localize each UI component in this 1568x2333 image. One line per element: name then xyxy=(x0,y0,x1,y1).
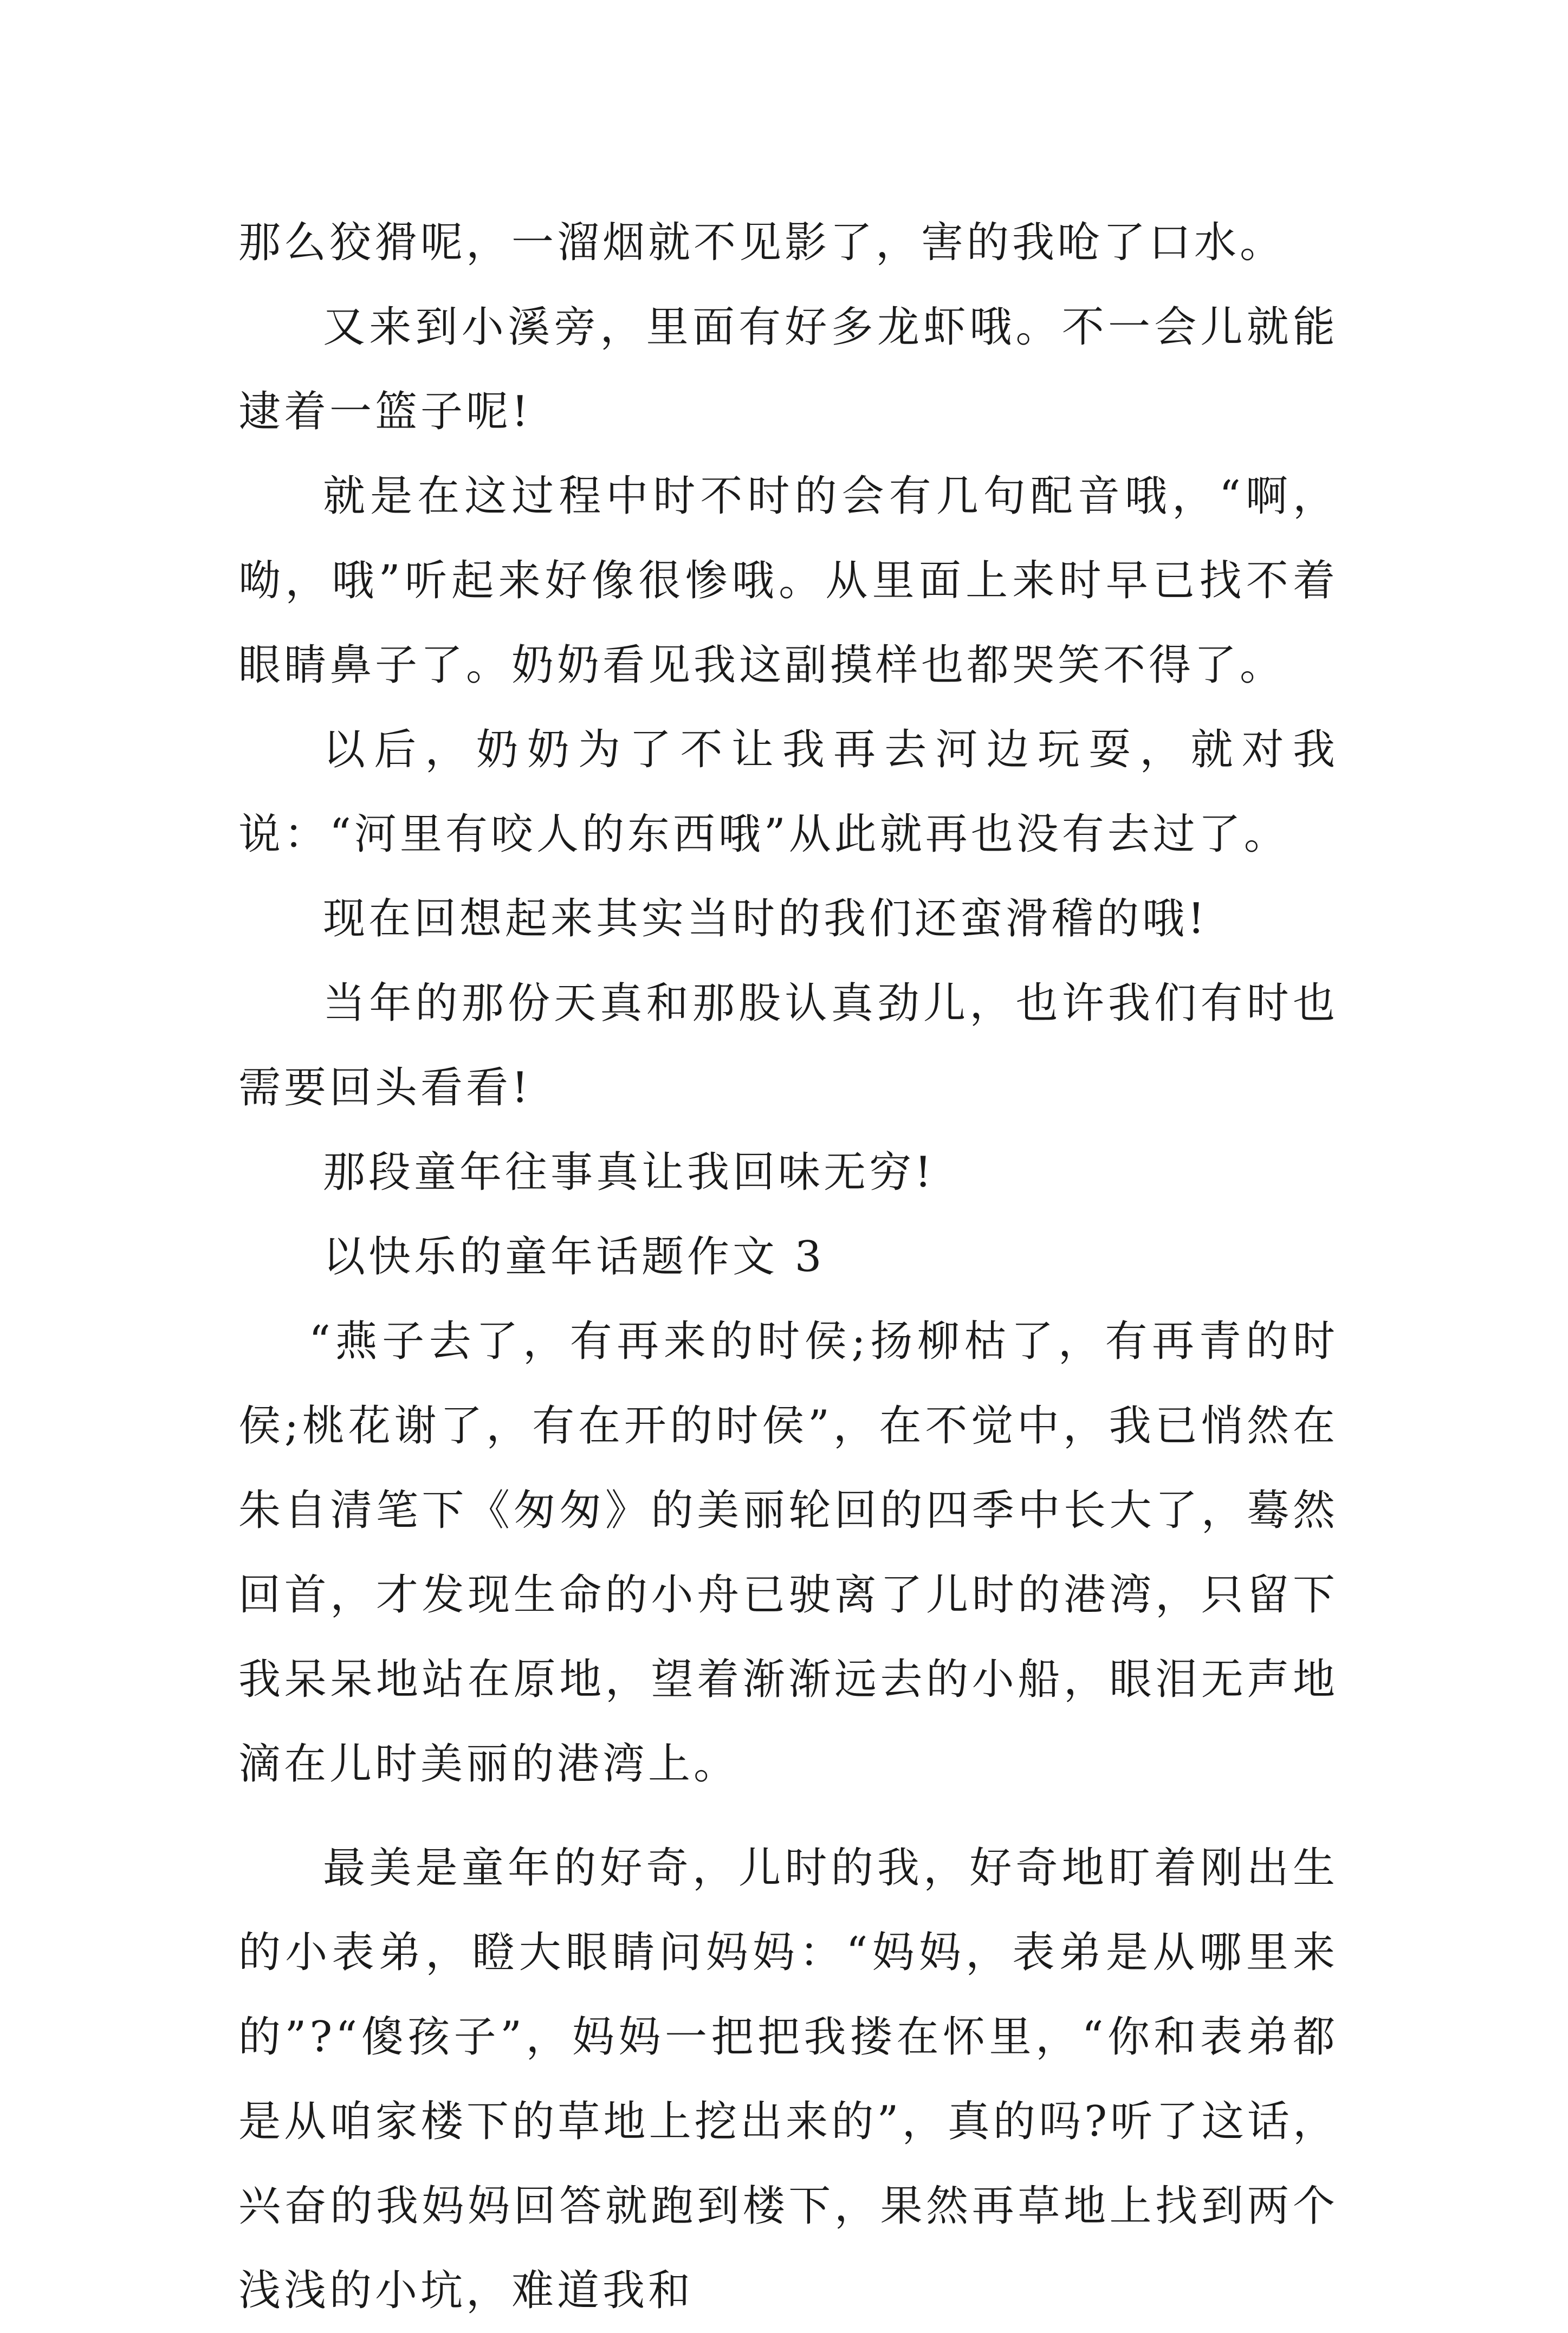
paragraph: 那么狡猾呢，一溜烟就不见影了，害的我呛了口水。 xyxy=(238,218,1286,267)
document-body xyxy=(238,200,1338,2333)
paragraph: “燕子去了，有再来的时侯;扬柳枯了，有再青的时侯;桃花谢了，有在开的时侯”，在不觉中，我已悄然在朱自清笔下《匆匆》的美丽轮回的四季中长大了，蓦然回首，才发现生命的小舟已驶离了儿时的港湾，只留下我呆呆地站在原地，望着渐渐远去的小船，眼泪无声地滴在儿时美丽的港湾上。 xyxy=(238,1317,1338,1788)
paragraph: 那段童年往事真让我回味无穷! xyxy=(323,1148,935,1197)
paragraph: 就是在这过程中时不时的会有几句配音哦，“啊，呦，哦”听起来好像很惨哦。从里面上来时早已找不着眼睛鼻子了。奶奶看见我这副摸样也都哭笑不得了。 xyxy=(238,472,1338,690)
paragraph: 现在回想起来其实当时的我们还蛮滑稽的哦! xyxy=(323,895,1208,943)
paragraph: 又来到小溪旁，里面有好多龙虾哦。不一会儿就能逮着一篮子呢! xyxy=(238,303,1338,436)
paragraph: 最美是童年的好奇，儿时的我，好奇地盯着刚出生的小表弟，瞪大眼睛问妈妈：“妈妈，表弟是从哪里来的”?“傻孩子”，妈妈一把把我搂在怀里，“你和表弟都是从咱家楼下的草地上挖出来的”，真的吗?听了这话，兴奋的我妈妈回答就跑到楼下，果然再草地上找到两个浅浅的小坑，难道我和 xyxy=(238,1844,1338,2315)
paragraph: 当年的那份天真和那股认真劲儿，也许我们有时也需要回头看看! xyxy=(238,979,1338,1112)
section-heading: 以快乐的童年话题作文 3 xyxy=(323,1233,825,1281)
paragraph: 以后，奶奶为了不让我再去河边玩耍，就对我说：“河里有咬人的东西哦”从此就再也没有去过了。 xyxy=(238,725,1338,859)
